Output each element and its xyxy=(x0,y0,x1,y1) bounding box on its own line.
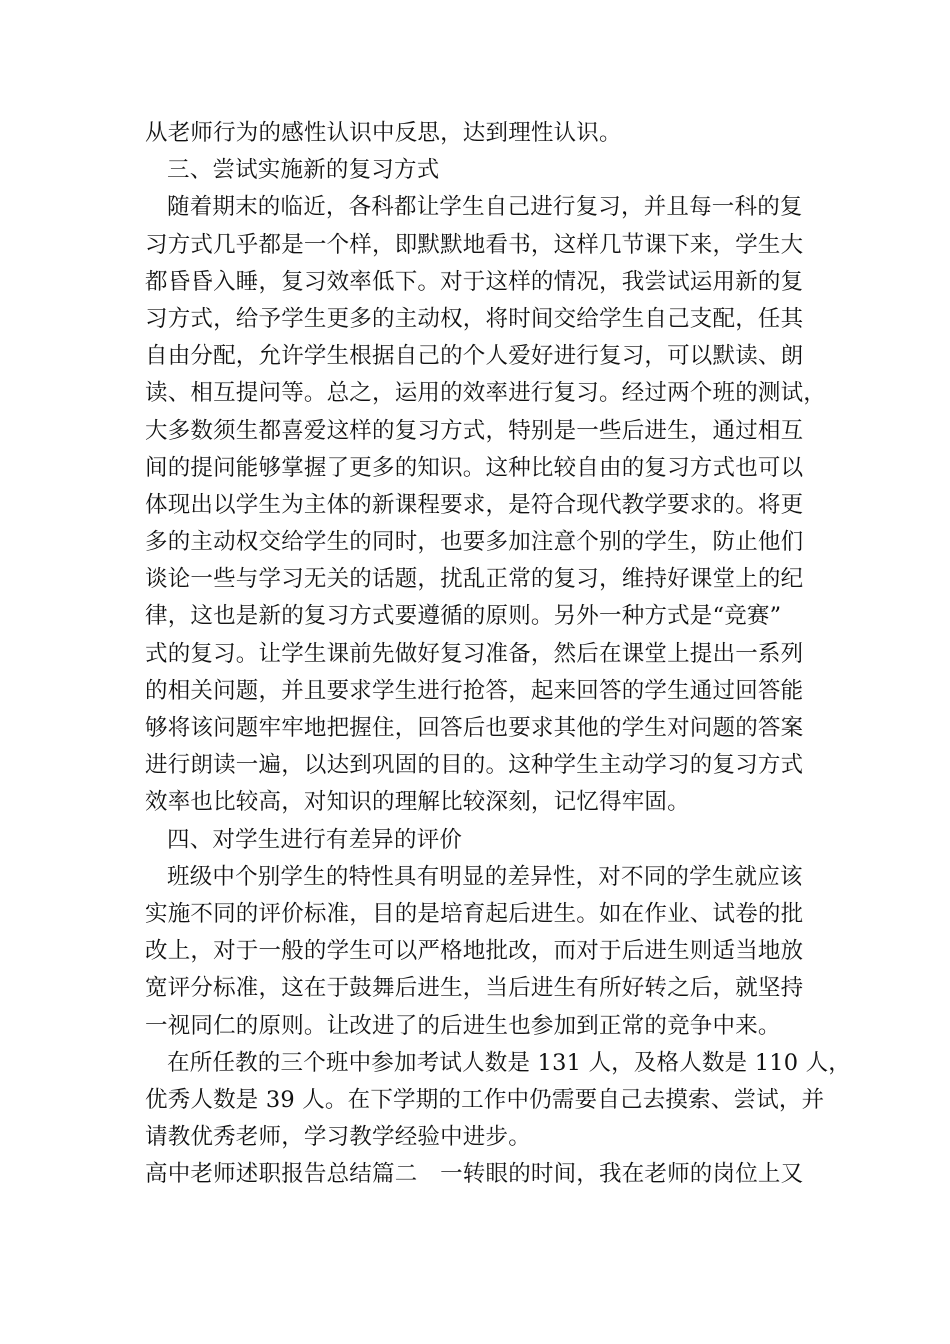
text-line: 高中老师述职报告总结篇二 一转眼的时间，我在老师的岗位上又 xyxy=(145,1161,804,1188)
section-heading: 四、对学生进行有差异的评价 xyxy=(167,826,463,853)
text-line: 大多数须生都喜爱这样的复习方式，特别是一些后进生，通过相互 xyxy=(145,417,804,444)
text-line: 式的复习。让学生课前先做好复习准备，然后在课堂上提出一系列 xyxy=(145,640,804,667)
text-line: 进行朗读一遍，以达到巩固的目的。这种学生主动学习的复习方式 xyxy=(145,752,804,779)
text-line: 的相关问题，并且要求学生进行抢答，起来回答的学生通过回答能 xyxy=(145,677,804,704)
text-line: 在所任教的三个班中参加考试人数是 131 人，及格人数是 110 人， xyxy=(167,1049,852,1076)
text-line: 读、相互提问等。总之，运用的效率进行复习。经过两个班的测试， xyxy=(145,380,827,407)
text-line: 够将该问题牢牢地把握住，回答后也要求其他的学生对问题的答案 xyxy=(145,715,804,741)
text-line: 班级中个别学生的特性具有明显的差异性，对不同的学生就应该 xyxy=(167,863,803,890)
text-line: 随着期末的临近，各科都让学生自己进行复习，并且每一科的复 xyxy=(167,194,803,221)
text-line: 间的提问能够掌握了更多的知识。这种比较自由的复习方式也可以 xyxy=(145,454,804,481)
document-body xyxy=(145,115,852,1193)
text-line: 习方式，给予学生更多的主动权，将时间交给学生自己支配，任其 xyxy=(145,305,804,332)
section-heading: 三、尝试实施新的复习方式 xyxy=(167,157,440,184)
text-line: 优秀人数是 39 人。在下学期的工作中仍需要自己去摸索、尝试，并 xyxy=(145,1086,825,1113)
text-line: 都昏昏入睡，复习效率低下。对于这样的情况，我尝试运用新的复 xyxy=(145,268,804,295)
text-line: 宽评分标准，这在于鼓舞后进生，当后进生有所好转之后，就坚持 xyxy=(145,975,804,1002)
text-line: 实施不同的评价标准，目的是培育起后进生。如在作业、试卷的批 xyxy=(145,900,804,927)
text-line: 律，这也是新的复习方式要遵循的原则。另外一种方式是“竞赛” xyxy=(145,603,782,630)
text-line: 从老师行为的感性认识中反思，达到理性认识。 xyxy=(145,120,622,146)
text-line: 改上，对于一般的学生可以严格地批改，而对于后进生则适当地放 xyxy=(145,938,804,965)
text-line: 效率也比较高，对知识的理解比较深刻，记忆得牢固。 xyxy=(145,789,690,816)
text-line: 自由分配，允许学生根据自己的个人爱好进行复习，可以默读、朗 xyxy=(145,343,804,370)
text-line: 多的主动权交给学生的同时，也要多加注意个别的学生，防止他们 xyxy=(145,529,804,556)
text-line: 一视同仁的原则。让改进了的后进生也参加到正常的竞争中来。 xyxy=(145,1012,781,1039)
text-line: 请教优秀老师，学习教学经验中进步。 xyxy=(145,1124,531,1151)
text-line: 谈论一些与学习无关的话题，扰乱正常的复习，维持好课堂上的纪 xyxy=(145,566,804,593)
text-line: 体现出以学生为主体的新课程要求，是符合现代教学要求的。将更 xyxy=(145,491,804,518)
text-line: 习方式几乎都是一个样，即默默地看书，这样几节课下来，学生大 xyxy=(145,231,804,258)
